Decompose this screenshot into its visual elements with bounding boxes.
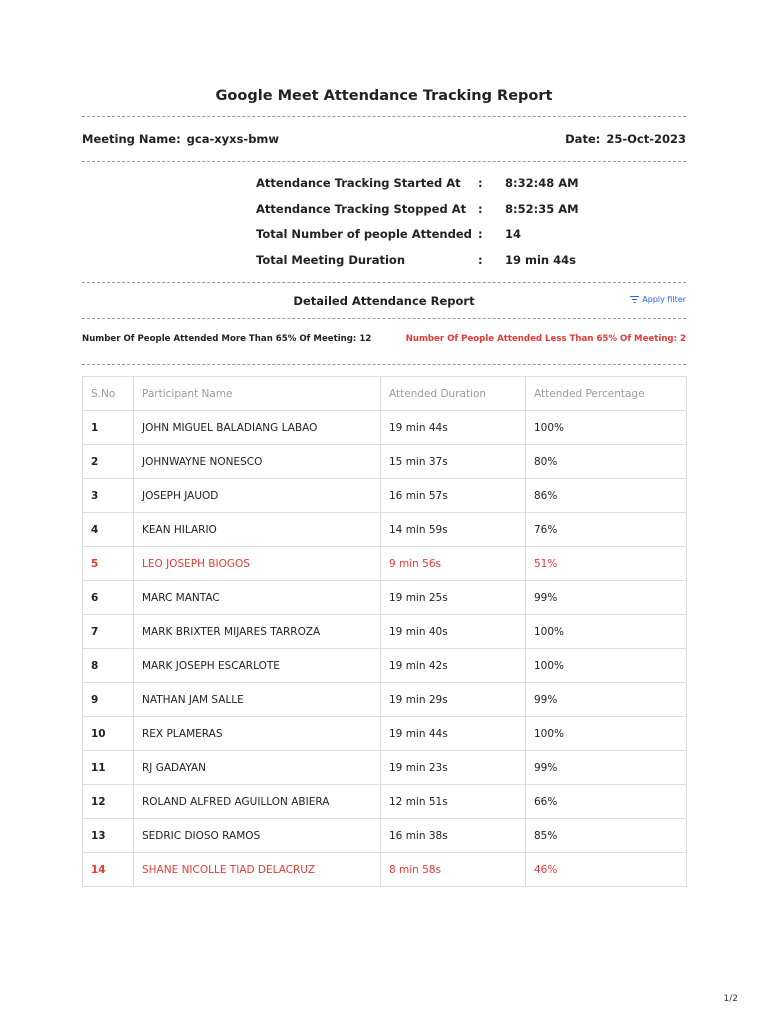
cell-attended-duration: 19 min 44s [381,717,526,751]
cell-attended-duration: 14 min 59s [381,513,526,547]
cell-participant-name: MARK BRIXTER MIJARES TARROZA [134,615,381,649]
cell-attended-percentage: 86% [526,479,687,513]
cell-attended-percentage: 99% [526,581,687,615]
cell-participant-name: ROLAND ALFRED AGUILLON ABIERA [134,785,381,819]
cell-attended-duration: 12 min 51s [381,785,526,819]
apply-filter-link[interactable] [630,295,686,304]
table-row [83,785,687,819]
page-number: 1/2 [723,994,738,1004]
cell-participant-name: KEAN HILARIO [134,513,381,547]
table-row [83,751,687,785]
summary-label: Attendance Tracking Stopped At [256,201,467,216]
cell-sno: 13 [83,819,134,853]
divider [82,116,686,117]
column-header-name: Participant Name [134,377,381,411]
cell-attended-percentage: 85% [526,819,687,853]
filter-icon [630,296,639,303]
cell-attended-percentage: 76% [526,513,687,547]
cell-attended-percentage: 99% [526,683,687,717]
table-row [83,649,687,683]
cell-participant-name: MARC MANTAC [134,581,381,615]
table-row [83,853,687,887]
apply-filter-label: Apply filter [642,295,686,304]
cell-attended-duration: 16 min 38s [381,819,526,853]
cell-participant-name: SEDRIC DIOSO RAMOS [134,819,381,853]
count-more-than: Number Of People Attended More Than 65% Of Meeting: 12 [82,334,372,344]
cell-attended-duration: 15 min 37s [381,445,526,479]
cell-attended-percentage: 100% [526,649,687,683]
cell-participant-name: MARK JOSEPH ESCARLOTE [134,649,381,683]
detail-title: Detailed Attendance Report [293,294,475,308]
cell-sno: 10 [83,717,134,751]
table-row [83,445,687,479]
cell-participant-name: JOSEPH JAUOD [134,479,381,513]
divider [82,161,686,162]
count-less-than: Number Of People Attended Less Than 65% Of Meeting: 2 [405,334,686,344]
cell-sno: 14 [83,853,134,887]
cell-participant-name: SHANE NICOLLE TIAD DELACRUZ [134,853,381,887]
summary-label: Total Number of people Attended [256,227,472,242]
cell-participant-name: REX PLAMERAS [134,717,381,751]
cell-participant-name: LEO JOSEPH BIOGOS [134,547,381,581]
cell-attended-percentage: 100% [526,717,687,751]
summary-row-started [256,172,676,198]
column-header-duration: Attended Duration [381,377,526,411]
table-row [83,819,687,853]
cell-sno: 3 [83,479,134,513]
summary-colon: : [478,227,483,242]
meeting-name-value: gca-xyxs-bmw [186,132,280,146]
cell-participant-name: JOHN MIGUEL BALADIANG LABAO [134,411,381,445]
cell-sno: 11 [83,751,134,785]
cell-attended-duration: 8 min 58s [381,853,526,887]
table-row [83,683,687,717]
summary-value: 19 min 44s [505,253,576,268]
summary-row-duration [256,249,676,275]
cell-attended-duration: 19 min 40s [381,615,526,649]
cell-attended-percentage: 51% [526,547,687,581]
cell-attended-duration: 19 min 23s [381,751,526,785]
cell-attended-percentage: 100% [526,411,687,445]
meeting-date-value: 25-Oct-2023 [606,132,686,146]
summary-row-stopped [256,198,676,224]
meeting-date [565,132,686,146]
attendance-table [82,376,687,887]
summary-value: 8:52:35 AM [505,201,579,216]
cell-attended-duration: 19 min 25s [381,581,526,615]
cell-sno: 8 [83,649,134,683]
cell-attended-percentage: 99% [526,751,687,785]
table-row [83,547,687,581]
cell-attended-percentage: 80% [526,445,687,479]
divider [82,364,686,365]
table-row [83,479,687,513]
cell-sno: 5 [83,547,134,581]
table-row [83,513,687,547]
cell-sno: 1 [83,411,134,445]
summary-label: Attendance Tracking Started At [256,176,461,190]
report-title: Google Meet Attendance Tracking Report [215,88,553,104]
cell-attended-percentage: 100% [526,615,687,649]
meeting-info-row [82,132,686,150]
cell-participant-name: JOHNWAYNE NONESCO [134,445,381,479]
cell-attended-duration: 19 min 29s [381,683,526,717]
table-row [83,411,687,445]
column-header-percentage: Attended Percentage [526,377,687,411]
cell-participant-name: NATHAN JAM SALLE [134,683,381,717]
table-row [83,615,687,649]
cell-sno: 4 [83,513,134,547]
cell-attended-duration: 9 min 56s [381,547,526,581]
summary-value: 14 [505,227,522,242]
cell-sno: 12 [83,785,134,819]
cell-attended-percentage: 46% [526,853,687,887]
attendance-counts [82,334,686,348]
table-row [83,717,687,751]
cell-sno: 6 [83,581,134,615]
summary-value: 8:32:48 AM [505,176,579,190]
cell-sno: 2 [83,445,134,479]
cell-attended-percentage: 66% [526,785,687,819]
cell-attended-duration: 16 min 57s [381,479,526,513]
summary-colon: : [478,253,483,268]
table-row [83,581,687,615]
cell-participant-name: RJ GADAYAN [134,751,381,785]
table-header-row [83,377,687,411]
cell-sno: 7 [83,615,134,649]
detail-header [82,292,686,312]
meeting-name-label: Meeting Name: [82,132,181,146]
meeting-name [82,132,279,146]
summary-row-total-attended [256,223,676,249]
divider [82,282,686,283]
cell-attended-duration: 19 min 44s [381,411,526,445]
cell-sno: 9 [83,683,134,717]
column-header-sno: S.No [83,377,134,411]
meeting-date-label: Date: [565,132,601,146]
summary-block [256,172,676,275]
summary-colon: : [478,201,483,216]
divider [82,318,686,319]
summary-colon: : [478,176,483,190]
summary-label: Total Meeting Duration [256,253,406,268]
cell-attended-duration: 19 min 42s [381,649,526,683]
